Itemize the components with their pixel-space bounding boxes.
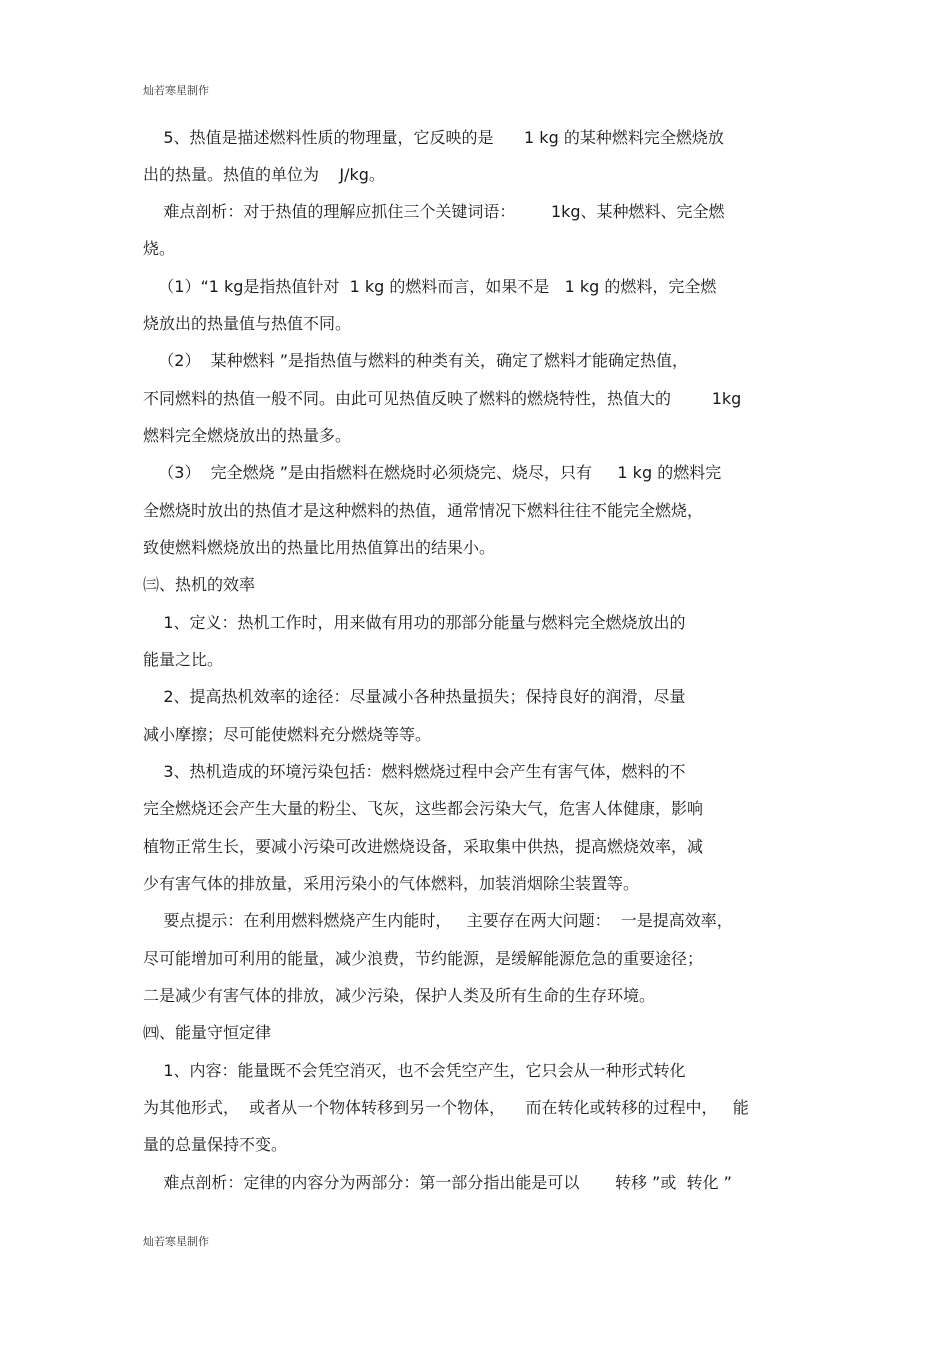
text-line: 1、内容：能量既不会凭空消灭，也不会凭空产生，它只会从一种形式转化 <box>143 1061 686 1080</box>
text-line: 烧。 <box>143 239 176 258</box>
text-line: 尽可能增加可利用的能量，减少浪费，节约能源，是缓解能源危急的重要途径； <box>143 949 704 968</box>
text-line: 不同燃料的热值一般不同。由此可见热值反映了燃料的燃烧特性，热值大的 1kg <box>143 389 742 408</box>
text-line: 全燃烧时放出的热值才是这种燃料的热值，通常情况下燃料往往不能完全燃烧， <box>143 501 704 520</box>
text-line: 二是减少有害气体的排放，减少污染，保护人类及所有生命的生存环境。 <box>143 986 656 1005</box>
text-line: 减小摩擦；尽可能使燃料充分燃烧等等。 <box>143 725 432 744</box>
page-footer: 灿若寒星制作 <box>143 1235 209 1248</box>
text-line: 燃料完全燃烧放出的热量多。 <box>143 426 352 445</box>
text-line: 植物正常生长，要减小污染可改进燃烧设备，采取集中供热，提高燃烧效率，减 <box>143 837 704 856</box>
text-line: （2） 某种燃料 ”是指热值与燃料的种类有关，确定了燃料才能确定热值， <box>143 351 688 370</box>
text-line: 为其他形式， 或者从一个物体转移到另一个物体， 而在转化或转移的过程中， 能 <box>143 1098 749 1117</box>
text-line: 难点剖析：对于热值的理解应抓住三个关键词语： 1kg、某种燃料、完全燃 <box>143 202 725 221</box>
text-line: （3） 完全燃烧 ”是由指燃料在燃烧时必须烧完、烧尽，只有 1 kg 的燃料完 <box>143 463 722 482</box>
page-header: 灿若寒星制作 <box>143 84 209 97</box>
text-line: （1）“1 kg是指热值针对 1 kg 的燃料而言，如果不是 1 kg 的燃料，完全燃 <box>143 277 717 296</box>
text-line: 1、定义：热机工作时，用来做有用功的那部分能量与燃料完全燃烧放出的 <box>143 613 686 632</box>
text-line: 5、热值是描述燃料性质的物理量，它反映的是 1 kg 的某种燃料完全燃烧放 <box>143 128 724 147</box>
text-line: 能量之比。 <box>143 650 224 669</box>
text-line: ㈢、热机的效率 <box>143 575 256 594</box>
text-line: 致使燃料燃烧放出的热量比用热值算出的结果小。 <box>143 538 496 557</box>
text-line: 要点提示：在利用燃料燃烧产生内能时， 主要存在两大问题： 一是提高效率， <box>143 911 733 930</box>
text-line: ㈣、能量守恒定律 <box>143 1023 272 1042</box>
text-line: 难点剖析：定律的内容分为两部分：第一部分指出能是可以 转移 ”或 转化 ” <box>143 1173 732 1192</box>
text-line: 出的热量。热值的单位为 J/kg。 <box>143 165 385 184</box>
text-line: 烧放出的热量值与热值不同。 <box>143 314 352 333</box>
text-line: 2、提高热机效率的途径：尽量减小各种热量损失；保持良好的润滑，尽量 <box>143 687 686 706</box>
text-line: 少有害气体的排放量，采用污染小的气体燃料，加装消烟除尘装置等。 <box>143 874 640 893</box>
text-line: 3、热机造成的环境污染包括：燃料燃烧过程中会产生有害气体，燃料的不 <box>143 762 686 781</box>
text-line: 量的总量保持不变。 <box>143 1135 288 1154</box>
text-line: 完全燃烧还会产生大量的粉尘、飞灰，这些都会污染大气，危害人体健康，影响 <box>143 799 704 818</box>
